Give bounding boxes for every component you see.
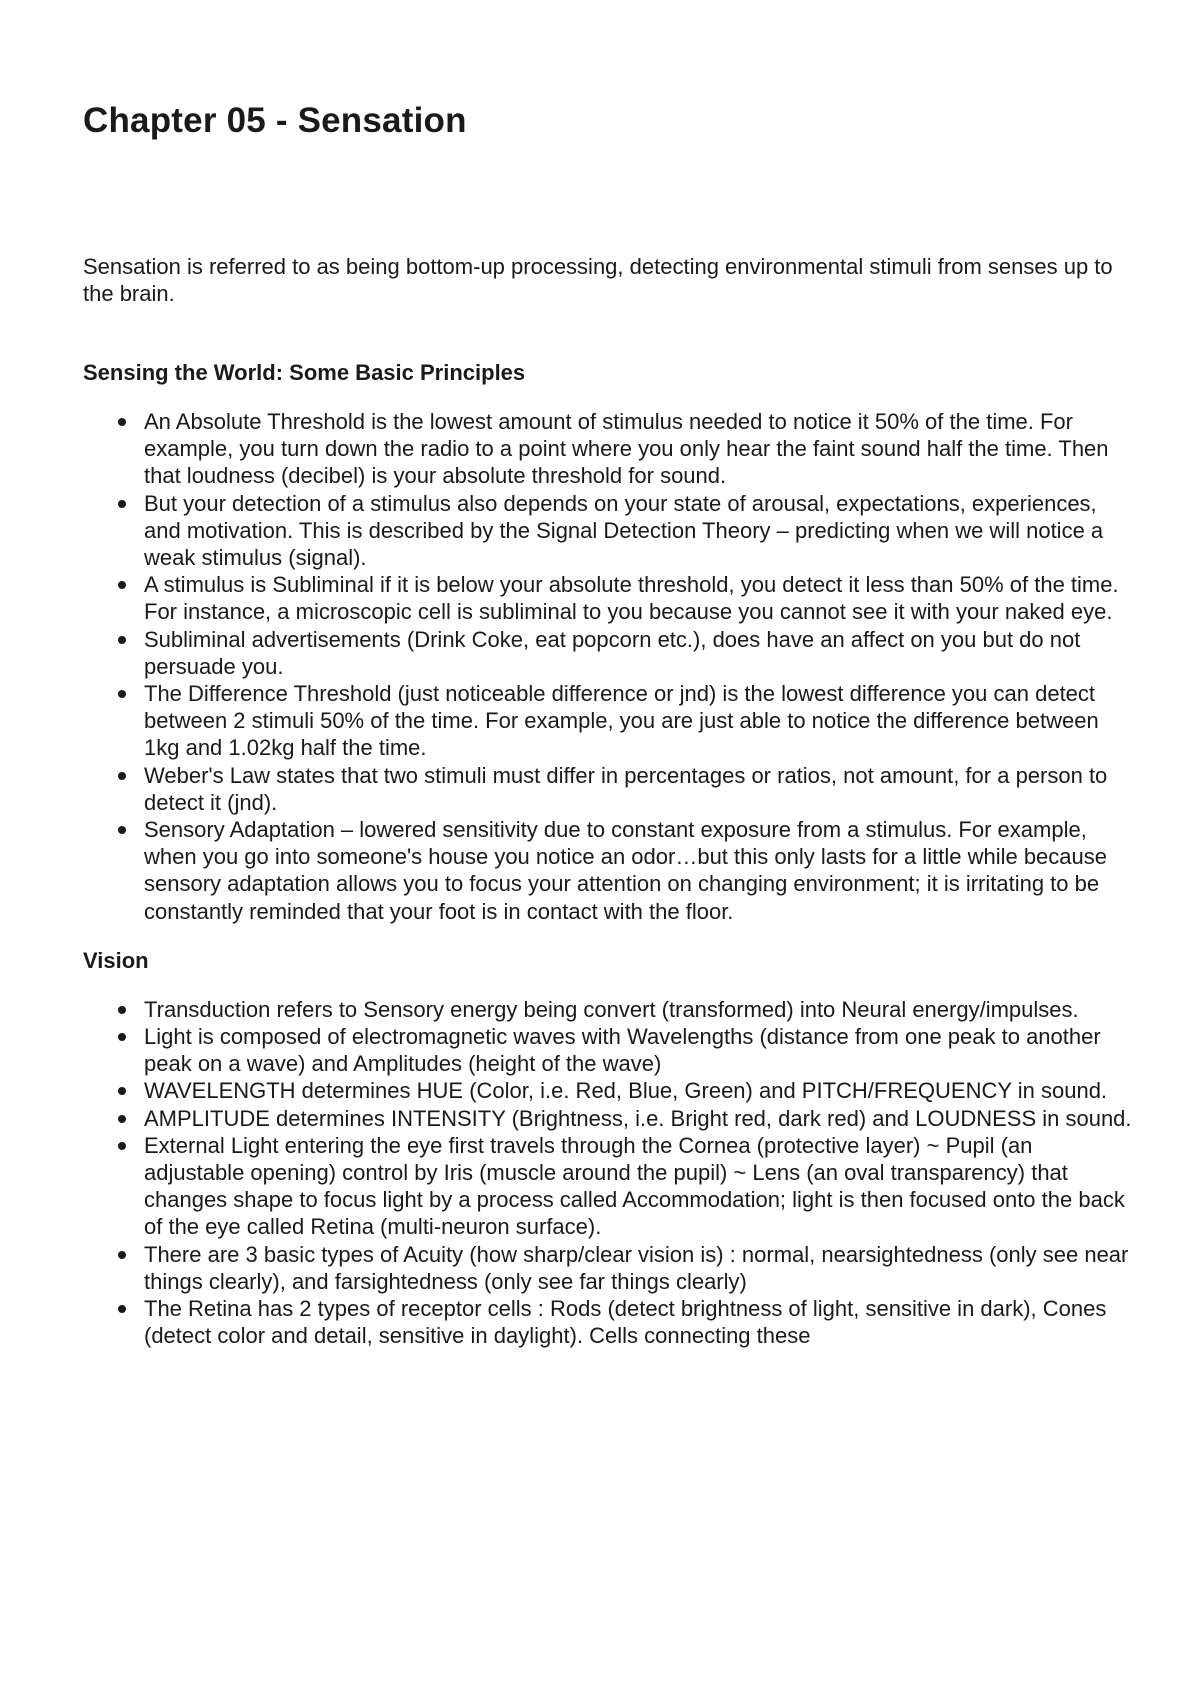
chapter-title: Chapter 05 - Sensation xyxy=(83,101,467,140)
bullet-icon xyxy=(118,826,126,834)
list-item: Subliminal advertisements (Drink Coke, eat popcorn etc.), does have an affect on you but do not persuade you. xyxy=(144,626,1133,680)
list-item: WAVELENGTH determines HUE (Color, i.e. Red, Blue, Green) and PITCH/FREQUENCY in sound. xyxy=(144,1077,1133,1104)
bullet-icon xyxy=(118,1305,126,1313)
intro-paragraph: Sensation is referred to as being bottom-up processing, detecting environmental stimuli from senses up to the brain. xyxy=(83,254,1113,306)
bullet-icon xyxy=(118,500,126,508)
bullet-icon xyxy=(118,418,126,426)
list-item: External Light entering the eye first travels through the Cornea (protective layer) ~ Pupil (an adjustable opening) control by Iris (muscle around the pupil) ~ Lens (an oval transparency) that changes shape to focus light by a process called Accommodation; light is then focused onto the back of the eye called Retina (multi-neuron surface). xyxy=(144,1132,1133,1241)
bullet-icon xyxy=(118,581,126,589)
bullet-icon xyxy=(118,1006,126,1014)
list-item: But your detection of a stimulus also depends on your state of arousal, expectations, experiences, and motivation. This is described by the Signal Detection Theory – predicting when we will notice a weak stimulus (signal). xyxy=(144,490,1133,572)
bullet-icon xyxy=(118,1087,126,1095)
bullet-icon xyxy=(118,636,126,644)
list-item: Light is composed of electromagnetic waves with Wavelengths (distance from one peak to another peak on a wave) and Amplitudes (height of the wave) xyxy=(144,1023,1133,1077)
list-item: An Absolute Threshold is the lowest amount of stimulus needed to notice it 50% of the time. For example, you turn down the radio to a point where you only hear the faint sound half the time. Then that loudness (decibel) is your absolute threshold for sound. xyxy=(144,408,1133,490)
list-item: Weber's Law states that two stimuli must differ in percentages or ratios, not amount, for a person to detect it (jnd). xyxy=(144,762,1133,816)
bullet-icon xyxy=(118,690,126,698)
list-item: The Retina has 2 types of receptor cells : Rods (detect brightness of light, sensitive in dark), Cones (detect color and detail, sensitive in daylight). Cells connecting these xyxy=(144,1295,1133,1349)
section-heading-vision: Vision xyxy=(83,947,149,973)
list-item: Transduction refers to Sensory energy being convert (transformed) into Neural energy/impulses. xyxy=(144,996,1133,1023)
bullet-icon xyxy=(118,1115,126,1123)
bullet-icon xyxy=(118,772,126,780)
list-item: There are 3 basic types of Acuity (how sharp/clear vision is) : normal, nearsightedness (only see near things clearly), and farsightedness (only see far things clearly) xyxy=(144,1241,1133,1295)
list-item: Sensory Adaptation – lowered sensitivity due to constant exposure from a stimulus. For example, when you go into someone's house you notice an odor…but this only lasts for a little while because sensory adaptation allows you to focus your attention on changing environment; it is irritating to be constantly reminded that your foot is in contact with the floor. xyxy=(144,816,1133,925)
document-page xyxy=(83,96,1133,1350)
section-heading-basic-principles: Sensing the World: Some Basic Principles xyxy=(83,360,526,385)
list-item: The Difference Threshold (just noticeable difference or jnd) is the lowest difference you can detect between 2 stimuli 50% of the time. For example, you are just able to notice the difference between 1kg and 1.02kg half the time. xyxy=(144,680,1133,762)
bullet-icon xyxy=(118,1251,126,1259)
bullet-icon xyxy=(118,1033,126,1041)
bullet-icon xyxy=(118,1142,126,1150)
vision-list xyxy=(83,996,1133,1350)
list-item: AMPLITUDE determines INTENSITY (Brightness, i.e. Bright red, dark red) and LOUDNESS in sound. xyxy=(144,1105,1133,1132)
list-item: A stimulus is Subliminal if it is below your absolute threshold, you detect it less than 50% of the time. For instance, a microscopic cell is subliminal to you because you cannot see it with your naked eye. xyxy=(144,571,1133,625)
basic-principles-list xyxy=(83,408,1133,925)
